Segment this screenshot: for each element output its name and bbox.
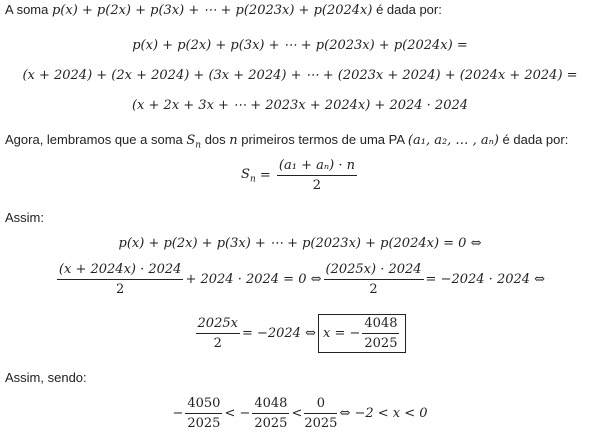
- sn-formula-numerator: (a₁ + aₙ) · n: [277, 158, 357, 176]
- fraction-2025x-over-2: [196, 316, 240, 351]
- assim-label: Assim:: [5, 210, 44, 225]
- sn-formula-equals: =: [255, 168, 275, 183]
- boxed-answer-lhs: x = −: [322, 326, 361, 341]
- boxed-answer-denominator: 2025: [364, 336, 398, 351]
- final-inequality: [0, 396, 600, 431]
- sn-letter: S: [186, 133, 196, 148]
- fraction-2025x-over-2-denominator: 2: [213, 336, 222, 351]
- ineq-fraction-4050-denominator: 2025: [187, 416, 221, 431]
- boxed-answer-numerator: 4048: [362, 316, 399, 334]
- ineq-fraction-4048-denominator: 2025: [254, 416, 288, 431]
- equation-line-1: p(x) + p(2x) + p(3x) + ⋯ + p(2023x) + p(2024x) =: [132, 38, 468, 53]
- sn-formula: [0, 158, 600, 193]
- pa-text-1: Agora, lembramos que a soma: [5, 132, 187, 147]
- fraction-sum-first-numerator: (x + 2024x) · 2024: [57, 262, 184, 280]
- equation-mid-2: = −2024 ⇔: [241, 326, 316, 341]
- ineq-fraction-4050-numerator: 4050: [185, 396, 222, 414]
- ineq-less-than-2: <: [291, 406, 303, 421]
- fraction-2025x: [324, 262, 424, 297]
- equation-solution-line: [0, 314, 600, 353]
- ineq-less-than-1: < −: [224, 406, 251, 421]
- fraction-2025x-numerator: (2025x) · 2024: [324, 262, 424, 280]
- intro-prefix: A soma: [5, 2, 52, 17]
- ineq-tail: ⇔ −2 < x < 0: [339, 406, 428, 421]
- sn-formula-subscript: n: [249, 174, 256, 185]
- intro-suffix: é dada por:: [372, 2, 442, 17]
- assim-sendo-label: Assim, sendo:: [5, 370, 87, 385]
- pa-sentence: [5, 132, 568, 151]
- pa-text-2: dos: [201, 132, 230, 147]
- ineq-fraction-0: [304, 396, 337, 431]
- sn-symbol: [186, 133, 202, 151]
- equation-line-2: (x + 2024) + (2x + 2024) + (3x + 2024) + ⋯ + (2023x + 2024) + (2024x + 2024) =: [22, 68, 578, 83]
- equation-mid-1: + 2024 · 2024 = 0 ⇔: [185, 272, 322, 287]
- sn-formula-lhs: [241, 167, 256, 185]
- boxed-answer-fraction: [362, 316, 399, 351]
- pa-text-3: primeiros termos de uma PA: [237, 132, 408, 147]
- equation-line-3: (x + 2x + 3x + ⋯ + 2023x + 2024x) + 2024 · 2024: [131, 98, 469, 113]
- sum-expression: p(x) + p(2x) + p(3x) + ⋯ + p(2023x) + p(2024x): [51, 3, 373, 18]
- sn-formula-denominator: 2: [312, 178, 322, 193]
- fraction-sum-first: [57, 262, 184, 297]
- pa-sequence: (a₁, a₂, … , aₙ): [407, 133, 499, 148]
- ineq-fraction-4048: [252, 396, 289, 431]
- pa-text-4: é dada por:: [498, 132, 569, 147]
- ineq-fraction-0-numerator: 0: [304, 396, 337, 414]
- equation-tail: = −2024 · 2024 ⇔: [425, 272, 546, 287]
- ineq-fraction-4048-numerator: 4048: [252, 396, 289, 414]
- equation-zero-line: p(x) + p(2x) + p(3x) + ⋯ + p(2023x) + p(2024x) = 0 ⇔: [118, 236, 482, 251]
- sn-formula-fraction: [277, 158, 357, 193]
- sn-formula-letter: S: [241, 166, 250, 182]
- equation-fraction-line: [0, 262, 600, 297]
- fraction-2025x-over-2-numerator: 2025x: [196, 316, 240, 334]
- ineq-fraction-0-denominator: 2025: [304, 416, 338, 431]
- ineq-minus: −: [172, 406, 184, 421]
- ineq-fraction-4050: [185, 396, 222, 431]
- intro-sentence: [5, 2, 442, 18]
- fraction-sum-first-denominator: 2: [116, 282, 125, 297]
- fraction-2025x-denominator: 2: [369, 282, 378, 297]
- boxed-answer: [318, 314, 406, 353]
- n-symbol: n: [229, 133, 238, 148]
- sn-subscript: n: [195, 140, 202, 151]
